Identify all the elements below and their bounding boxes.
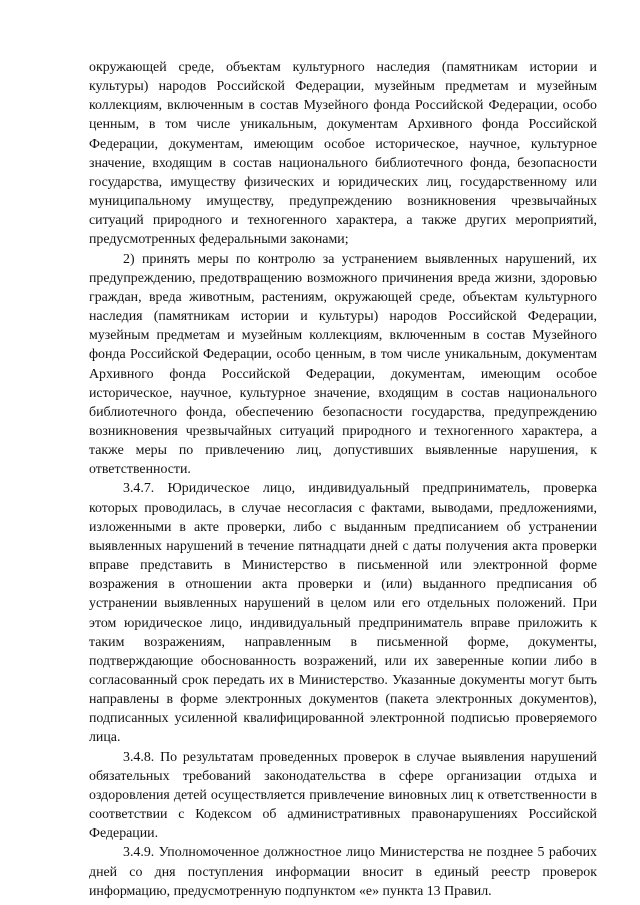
paragraph-item-2: 2) принять меры по контролю за устранением выявленных нарушений, их предупреждению, предотвращению возможного причинения вреда жизни, здоровью граждан, вреда животным, растениям, окружающей среде, объектам культурного наследия (памятникам истории и культуры) народов Российской Федерации, музейным предметам и музейным коллекциям, включенным в состав Музейного фонда Российской Федерации, особо ценным, в том числе уникальным, документам Архивного фонда Российской Федерации, документам, имеющим особое историческое, научное, культурное значение, входящим в состав национального библиотечного фонда, обеспечению безопасности государства, предупреждению возникновения чрезвычайных ситуаций природного и техногенного характера, а также меры по привлечению лиц, допустивших выявленные нарушения, к ответственности. [89, 251, 597, 478]
paragraph-3-4-9: 3.4.9. Уполномоченное должностное лицо Министерства не позднее 5 рабочих дней со дня поступления информации вносит в единый реестр проверок информацию, предусмотренную подпунктом «е» пункта 13 Правил. [89, 845, 597, 899]
document-page [89, 58, 597, 901]
paragraph-continuation: окружающей среде, объектам культурного наследия (памятникам истории и культуры) народов Российской Федерации, музейным предметам и музейным коллекциям, включенным в состав Музейного фонда Российской Федерации, особо ценным, в том числе уникальным, документам Архивного фонда Российской Федерации, документам, имеющим особое историческое, научное, культурное значение, входящим в состав национального библиотечного фонда, безопасности государства, имуществу физических и юридических лиц, государственному или муниципальному имуществу, предупреждению возникновения чрезвычайных ситуаций природного и техногенного характера, а также других мероприятий, предусмотренных федеральными законами; [89, 60, 597, 248]
paragraph-3-4-8: 3.4.8. По результатам проведенных проверок в случае выявления нарушений обязательных требований законодательства в сфере организации отдыха и оздоровления детей осуществляется привлечение виновных лиц к ответственности в соответствии с Кодексом об административных правонарушениях Российской Федерации. [89, 749, 597, 842]
paragraph-3-4-7: 3.4.7. Юридическое лицо, индивидуальный предприниматель, проверка которых проводилась, в случае несогласия с фактами, выводами, предложениями, изложенными в акте проверки, либо с выданным предписанием об устранении выявленных нарушений в течение пятнадцати дней с даты получения акта проверки вправе представить в Министерство в письменной или электронной форме возражения в отношении акта проверки и (или) выданного предписания об устранении выявленных нарушений в целом или его отдельных положений. При этом юридическое лицо, индивидуальный предприниматель вправе приложить к таким возражениям, направленным в письменной форме, документы, подтверждающие обоснованность возражений, или их заверенные копии либо в согласованный срок передать их в Министерство. Указанные документы могут быть направлены в форме электронных документов (пакета электронных документов), подписанных усиленной квалифицированной электронной подписью проверяемого лица. [89, 481, 597, 746]
